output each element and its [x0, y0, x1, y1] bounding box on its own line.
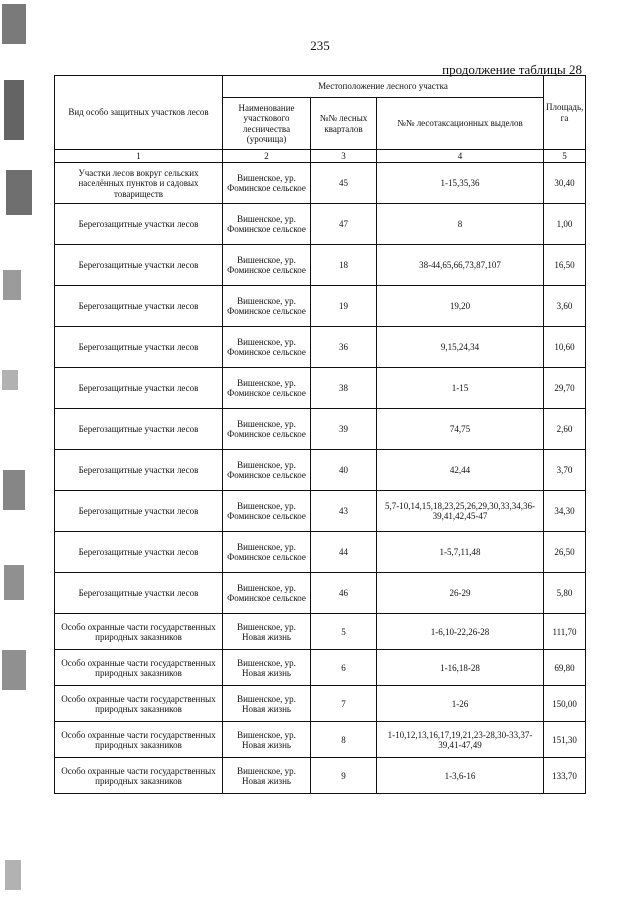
cell-quarter: 45	[311, 163, 377, 204]
cell-forestry: Вишенское, ур. Фоминское сельское	[223, 245, 311, 286]
table-row	[55, 327, 586, 368]
table-row	[55, 722, 586, 758]
cell-forestry: Вишенское, ур. Фоминское сельское	[223, 368, 311, 409]
table-row	[55, 163, 586, 204]
header-location: Местоположение лесного участка	[223, 76, 544, 98]
cell-forestry: Вишенское, ур. Новая жизнь	[223, 650, 311, 686]
cell-allotments: 8	[377, 204, 544, 245]
cell-type: Берегозащитные участки лесов	[55, 450, 223, 491]
forest-areas-table	[54, 75, 586, 794]
cell-quarter: 36	[311, 327, 377, 368]
cell-quarter: 38	[311, 368, 377, 409]
scan-edge-marks	[0, 0, 40, 908]
cell-quarter: 8	[311, 722, 377, 758]
cell-area: 26,50	[544, 532, 586, 573]
cell-area: 151,30	[544, 722, 586, 758]
cell-area: 16,50	[544, 245, 586, 286]
header-forestry: Наименование участкового лесничества (урочища)	[223, 98, 311, 150]
table-row	[55, 450, 586, 491]
cell-forestry: Вишенское, ур. Фоминское сельское	[223, 491, 311, 532]
column-number: 2	[223, 150, 311, 163]
cell-area: 150,00	[544, 686, 586, 722]
cell-allotments: 42,44	[377, 450, 544, 491]
cell-quarter: 18	[311, 245, 377, 286]
table-row	[55, 573, 586, 614]
cell-forestry: Вишенское, ур. Новая жизнь	[223, 758, 311, 794]
table-row	[55, 758, 586, 794]
cell-quarter: 40	[311, 450, 377, 491]
table-row	[55, 491, 586, 532]
cell-quarter: 39	[311, 409, 377, 450]
cell-area: 30,40	[544, 163, 586, 204]
cell-type: Особо охранные части государственных природных заказников	[55, 614, 223, 650]
cell-quarter: 9	[311, 758, 377, 794]
column-number: 4	[377, 150, 544, 163]
cell-allotments: 5,7-10,14,15,18,23,25,26,29,30,33,34,36-39,41,42,45-47	[377, 491, 544, 532]
cell-area: 111,70	[544, 614, 586, 650]
column-number-row	[55, 150, 586, 163]
table-row	[55, 204, 586, 245]
cell-area: 10,60	[544, 327, 586, 368]
cell-type: Берегозащитные участки лесов	[55, 368, 223, 409]
cell-quarter: 47	[311, 204, 377, 245]
cell-forestry: Вишенское, ур. Фоминское сельское	[223, 286, 311, 327]
cell-forestry: Вишенское, ур. Фоминское сельское	[223, 573, 311, 614]
cell-type: Берегозащитные участки лесов	[55, 327, 223, 368]
cell-area: 133,70	[544, 758, 586, 794]
cell-quarter: 46	[311, 573, 377, 614]
cell-allotments: 1-5,7,11,48	[377, 532, 544, 573]
table-row	[55, 650, 586, 686]
cell-area: 69,80	[544, 650, 586, 686]
header-area: Площадь, га	[544, 76, 586, 150]
cell-quarter: 5	[311, 614, 377, 650]
cell-quarter: 44	[311, 532, 377, 573]
cell-type: Особо охранные части государственных природных заказников	[55, 758, 223, 794]
cell-allotments: 38-44,65,66,73,87,107	[377, 245, 544, 286]
cell-area: 1,00	[544, 204, 586, 245]
cell-allotments: 26-29	[377, 573, 544, 614]
cell-type: Берегозащитные участки лесов	[55, 245, 223, 286]
header-allotments: №№ лесотаксационных выделов	[377, 98, 544, 150]
cell-quarter: 43	[311, 491, 377, 532]
column-number: 1	[55, 150, 223, 163]
cell-allotments: 9,15,24,34	[377, 327, 544, 368]
cell-forestry: Вишенское, ур. Фоминское сельское	[223, 532, 311, 573]
cell-forestry: Вишенское, ур. Новая жизнь	[223, 686, 311, 722]
cell-forestry: Вишенское, ур. Фоминское сельское	[223, 327, 311, 368]
cell-area: 2,60	[544, 409, 586, 450]
cell-allotments: 1-15,35,36	[377, 163, 544, 204]
table-row	[55, 286, 586, 327]
cell-forestry: Вишенское, ур. Новая жизнь	[223, 722, 311, 758]
cell-allotments: 74,75	[377, 409, 544, 450]
cell-type: Берегозащитные участки лесов	[55, 532, 223, 573]
table-row	[55, 368, 586, 409]
table-row	[55, 686, 586, 722]
cell-type: Особо охранные части государственных природных заказников	[55, 650, 223, 686]
cell-type: Берегозащитные участки лесов	[55, 573, 223, 614]
cell-forestry: Вишенское, ур. Фоминское сельское	[223, 204, 311, 245]
cell-area: 3,70	[544, 450, 586, 491]
cell-type: Берегозащитные участки лесов	[55, 286, 223, 327]
column-number: 3	[311, 150, 377, 163]
column-number: 5	[544, 150, 586, 163]
cell-type: Берегозащитные участки лесов	[55, 204, 223, 245]
cell-forestry: Вишенское, ур. Новая жизнь	[223, 614, 311, 650]
page-number: 235	[310, 38, 330, 53]
cell-allotments: 1-10,12,13,16,17,19,21,23-28,30-33,37-39,41-47,49	[377, 722, 544, 758]
cell-type: Берегозащитные участки лесов	[55, 491, 223, 532]
cell-forestry: Вишенское, ур. Фоминское сельское	[223, 163, 311, 204]
cell-quarter: 19	[311, 286, 377, 327]
cell-allotments: 1-16,18-28	[377, 650, 544, 686]
table-row	[55, 245, 586, 286]
cell-forestry: Вишенское, ур. Фоминское сельское	[223, 409, 311, 450]
cell-type: Участки лесов вокруг сельских населённых пунктов и садовых товариществ	[55, 163, 223, 204]
table-row	[55, 409, 586, 450]
cell-area: 29,70	[544, 368, 586, 409]
cell-allotments: 1-15	[377, 368, 544, 409]
table-row	[55, 614, 586, 650]
cell-area: 5,80	[544, 573, 586, 614]
cell-type: Особо охранные части государственных природных заказников	[55, 686, 223, 722]
cell-area: 3,60	[544, 286, 586, 327]
cell-area: 34,30	[544, 491, 586, 532]
header-type: Вид особо защитных участков лесов	[55, 76, 223, 150]
cell-allotments: 1-26	[377, 686, 544, 722]
cell-forestry: Вишенское, ур. Фоминское сельское	[223, 450, 311, 491]
table-continuation-label: продолжение таблицы 28	[442, 62, 582, 77]
cell-type: Берегозащитные участки лесов	[55, 409, 223, 450]
cell-allotments: 1-3,6-16	[377, 758, 544, 794]
cell-quarter: 7	[311, 686, 377, 722]
cell-type: Особо охранные части государственных природных заказников	[55, 722, 223, 758]
cell-allotments: 1-6,10-22,26-28	[377, 614, 544, 650]
cell-quarter: 6	[311, 650, 377, 686]
header-quarters: №№ лесных кварталов	[311, 98, 377, 150]
cell-allotments: 19,20	[377, 286, 544, 327]
table-row	[55, 532, 586, 573]
